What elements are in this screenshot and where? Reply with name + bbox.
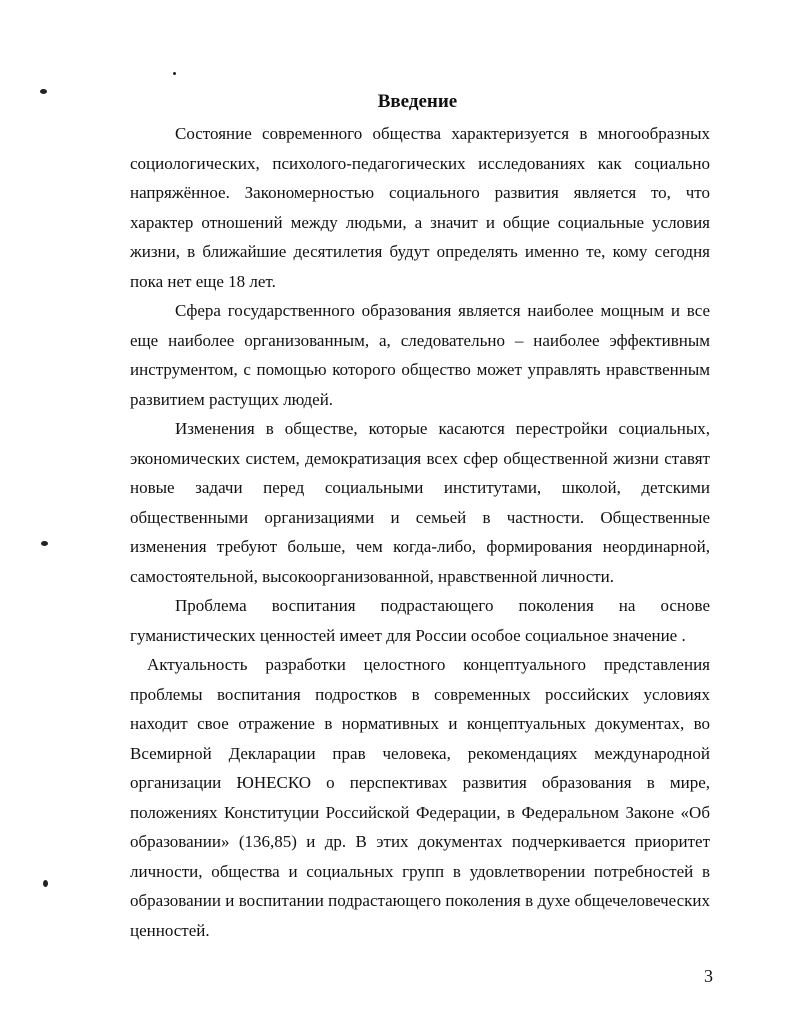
paragraph: Актуальность разработки целостного концептуального представления проблемы воспитания подростков в современных российских условиях находит свое отражение в нормативных и концептуальных документах, во Всемирной Декларации прав человека, рекомендациях международной организации ЮНЕСКО о перспективах развития образования в мире, положениях Конституции Российской Федерации, в Федеральном Законе «Об образовании» (136,85) и др. В этих документах подчеркивается приоритет личности, общества и социальных групп в удовлетворении потребностей в образовании и воспитании подрастающего поколения в духе общечеловеческих ценностей.: [130, 655, 710, 940]
page-number: 3: [704, 966, 713, 986]
scan-artifact-mark: [41, 541, 48, 546]
paragraph: Состояние современного общества характеризуется в многообразных социологических, психолого-педагогических исследованиях как социально напряжённое. Закономерностью социального развития является то, что характер отношений между людьми, а значит и общие социальные условия жизни, в ближайшие десятилетия будут определять именно те, кому сегодня пока нет еще 18 лет.: [130, 124, 710, 291]
scan-artifact-mark: [173, 72, 176, 75]
paragraph: Проблема воспитания подрастающего поколения на основе гуманистических ценностей имеет для России особое социальное значение .: [130, 596, 710, 645]
scan-artifact-mark: [43, 880, 48, 887]
page-title: Введение: [377, 91, 458, 112]
body-text: [130, 119, 710, 945]
paragraph: Изменения в обществе, которые касаются перестройки социальных, экономических систем, демократизация всех сфер общественной жизни ставят новые задачи перед социальными институтами, школой, детскими общественными организациями и семьей в частности. Общественные изменения требуют больше, чем когда-либо, формирования неординарной, самостоятельной, высокоорганизованной, нравственной личности.: [130, 419, 710, 586]
paragraph: Сфера государственного образования является наиболее мощным и все еще наиболее организованным, а, следовательно – наиболее эффективным инструментом, с помощью которого общество может управлять нравственным развитием растущих людей.: [130, 301, 710, 409]
